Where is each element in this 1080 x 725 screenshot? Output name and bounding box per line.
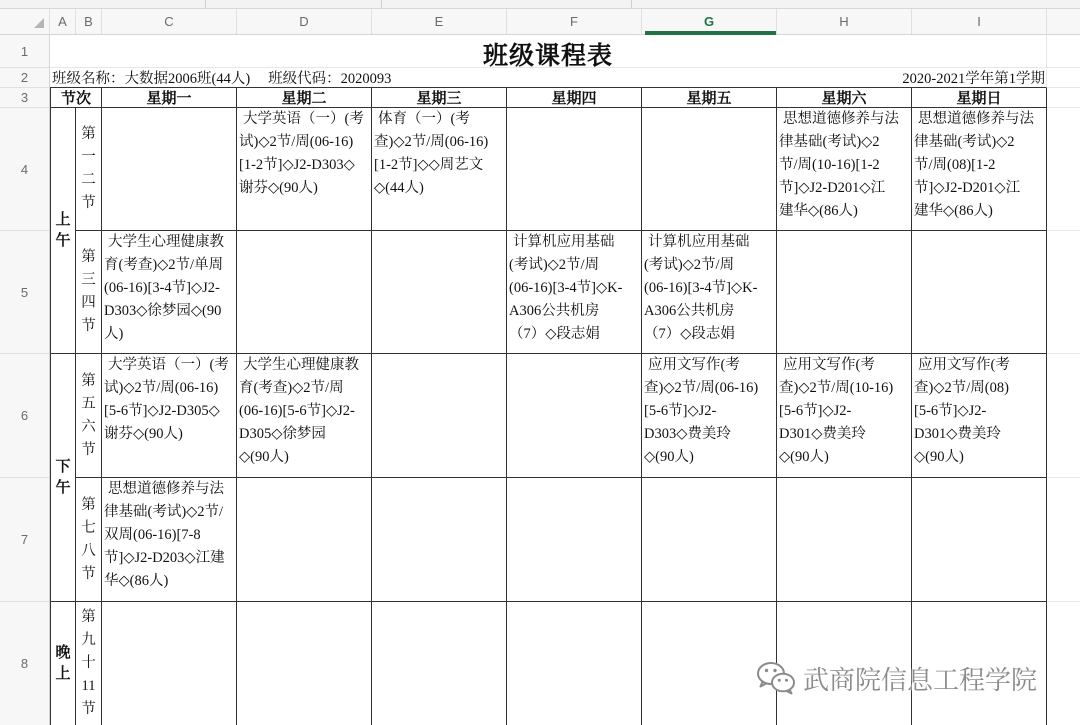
course-entry-line: (06-16)[3-4节]◇K- xyxy=(509,280,623,296)
course-entry-line: 建华◇(86人) xyxy=(779,203,858,219)
day-header-label: 星期一 xyxy=(146,91,192,107)
course-entry xyxy=(912,108,1046,223)
course-entry-line: 节/周(10-16)[1-2 xyxy=(779,157,880,173)
day-header-tue[interactable] xyxy=(237,88,372,108)
course-cell-tue-p2[interactable] xyxy=(237,231,372,354)
course-entry xyxy=(237,108,371,200)
period-label-char: 节 xyxy=(81,441,96,458)
course-entry-line: 人) xyxy=(104,326,124,342)
course-entry-line: 查)◇2节/周(08) xyxy=(914,380,1009,396)
course-cell-tue-p3[interactable] xyxy=(237,354,372,478)
course-entry xyxy=(237,354,371,469)
session-label-char: 午 xyxy=(55,232,71,249)
course-entry-line: ◇(90人) xyxy=(239,449,289,465)
empty-cell[interactable] xyxy=(1047,354,1080,478)
course-entry-line: 律基础(考试)◇2节/ xyxy=(104,504,224,520)
period-label-char: 第 xyxy=(81,372,96,389)
period-label xyxy=(81,494,96,586)
title-cell[interactable] xyxy=(50,35,1047,68)
day-header-label: 星期六 xyxy=(821,91,867,107)
course-cell-thu-p5[interactable] xyxy=(507,602,642,725)
worksheet-grid xyxy=(50,35,1080,725)
course-entry-line: 计算机应用基础 xyxy=(648,234,750,250)
formula-bar-divider xyxy=(631,0,632,8)
empty-cell[interactable] xyxy=(1047,68,1080,88)
period-label-cell[interactable] xyxy=(76,478,102,602)
course-cell-fri-p1[interactable] xyxy=(642,108,777,231)
course-entry-line: D301◇费美玲 xyxy=(779,426,866,442)
empty-cell[interactable] xyxy=(1047,602,1080,725)
course-cell-fri-p4[interactable] xyxy=(642,478,777,602)
course-cell-fri-p2[interactable] xyxy=(642,231,777,354)
course-entry-line: (考试)◇2节/周 xyxy=(644,257,735,273)
course-entry-line: 试)◇2节/周(06-16) xyxy=(104,380,219,396)
empty-cell[interactable] xyxy=(1047,88,1080,108)
column-header-c[interactable]: C xyxy=(102,9,237,34)
course-entry xyxy=(777,108,911,223)
select-all-triangle-icon xyxy=(34,18,44,28)
course-entry-line: 节]◇J2-D203◇江建 xyxy=(104,550,225,566)
course-entry-line: ◇(90人) xyxy=(644,449,694,465)
session-label-char: 午 xyxy=(55,479,71,496)
schedule-title: 班级课程表 xyxy=(482,43,613,68)
course-entry-line: 体育（一）(考 xyxy=(378,111,470,127)
period-header: 节次 xyxy=(60,91,91,107)
column-header-a[interactable]: A xyxy=(50,9,76,34)
course-entry-line: [1-2节]◇◇周艺文 xyxy=(374,157,484,173)
session-label xyxy=(55,457,70,499)
course-entry-line: 建华◇(86人) xyxy=(914,203,993,219)
course-entry-line: 律基础(考试)◇2 xyxy=(914,134,1015,150)
course-entry-line: 试)◇2节/周(06-16) xyxy=(239,134,354,150)
course-entry-line: (06-16)[3-4节]◇J2- xyxy=(104,280,220,296)
course-cell-sun-p4[interactable] xyxy=(912,478,1047,602)
course-cell-mon-p5[interactable] xyxy=(102,602,237,725)
period-header-cell[interactable] xyxy=(50,88,102,108)
course-entry-line: 育(考查)◇2节/单周 xyxy=(104,257,224,273)
course-cell-wed-p2[interactable] xyxy=(372,231,507,354)
course-entry xyxy=(642,354,776,469)
course-entry-line: [5-6节]◇J2-D305◇ xyxy=(104,403,220,419)
row-header-bar xyxy=(0,35,50,725)
column-header-next[interactable] xyxy=(1047,9,1080,34)
column-header-g[interactable]: G xyxy=(642,9,777,34)
course-cell-sat-p3[interactable] xyxy=(777,354,912,478)
course-cell-wed-p3[interactable] xyxy=(372,354,507,478)
row-header-5[interactable]: 5 xyxy=(0,231,49,354)
course-entry-line: 查)◇2节/周(10-16) xyxy=(779,380,894,396)
period-label-char: 六 xyxy=(81,418,96,435)
course-entry-line: A306公共机房 xyxy=(509,303,600,319)
session-cell[interactable] xyxy=(50,354,76,602)
row-header-2[interactable]: 2 xyxy=(0,68,49,88)
course-cell-mon-p1[interactable] xyxy=(102,108,237,231)
course-entry-line: 律基础(考试)◇2 xyxy=(779,134,880,150)
course-entry-line: （7）◇段志娟 xyxy=(644,326,735,342)
session-cell[interactable] xyxy=(50,108,76,354)
course-entry-line: [5-6节]◇J2- xyxy=(779,403,852,419)
course-entry-line: (06-16)[5-6节]◇J2- xyxy=(239,403,355,419)
period-label-char: 八 xyxy=(81,542,96,559)
course-entry-line: 双周(06-16)[7-8 xyxy=(104,527,201,543)
course-entry-line: 大学英语（一）(考 xyxy=(243,111,364,127)
course-cell-tue-p4[interactable] xyxy=(237,478,372,602)
formula-bar-strip xyxy=(0,0,1080,9)
session-label-char: 下 xyxy=(55,458,71,475)
column-header-bar xyxy=(0,9,1080,35)
course-entry-line: 节/周(08)[1-2 xyxy=(914,157,996,173)
day-header-sun[interactable] xyxy=(912,88,1047,108)
day-header-label: 星期五 xyxy=(686,91,732,107)
course-entry-line: 思想道德修养与法 xyxy=(108,481,224,497)
row-header-8[interactable]: 8 xyxy=(20,656,29,671)
period-label-char: 四 xyxy=(81,295,96,311)
course-entry-line: ◇(44人) xyxy=(374,180,424,196)
course-cell-mon-p2[interactable] xyxy=(102,231,237,354)
watermark-text: 武商院信息工程学院 xyxy=(803,665,1038,696)
column-header-f[interactable]: F xyxy=(507,9,642,34)
session-label-char: 上 xyxy=(55,665,71,682)
course-cell-thu-p3[interactable] xyxy=(507,354,642,478)
row-header-7[interactable]: 7 xyxy=(0,478,49,602)
course-entry-line: [5-6节]◇J2- xyxy=(914,403,987,419)
period-label xyxy=(81,606,96,721)
course-entry-line: D303◇徐梦园◇(90 xyxy=(104,303,222,319)
period-label-char: 第 xyxy=(81,496,96,513)
course-entry-line: 谢芬◇(90人) xyxy=(104,426,183,442)
course-entry-line: 查)◇2节/周(06-16) xyxy=(644,380,759,396)
class-name: 班级名称：大数据2006班(44人) xyxy=(52,71,251,87)
course-entry-line: 华◇(86人) xyxy=(104,573,169,589)
course-entry-line: 大学生心理健康教 xyxy=(243,357,359,373)
course-entry-line: ◇(90人) xyxy=(779,449,829,465)
day-header-label: 星期三 xyxy=(416,91,462,107)
course-entry xyxy=(777,354,911,469)
row-header-4[interactable]: 4 xyxy=(0,108,49,231)
course-entry-line: 节]◇J2-D201◇江 xyxy=(779,180,886,196)
course-entry-line: D303◇费美玲 xyxy=(644,426,731,442)
course-entry-line: （7）◇段志娟 xyxy=(509,326,600,342)
course-cell-sat-p5[interactable] xyxy=(777,602,912,725)
period-label-cell[interactable] xyxy=(76,354,102,478)
course-entry-line: A306公共机房 xyxy=(644,303,735,319)
period-label-char: 第 xyxy=(81,609,96,625)
period-label-char: 节 xyxy=(81,701,96,717)
period-label-char: 五 xyxy=(81,395,96,412)
course-entry-line: 育(考查)◇2节/周 xyxy=(239,380,344,396)
course-entry-line: 应用文写作(考 xyxy=(648,357,740,373)
course-entry xyxy=(642,231,776,346)
course-entry-line: 应用文写作(考 xyxy=(783,357,875,373)
class-info-cell[interactable] xyxy=(50,68,1047,88)
term-label: 2020-2021学年第1学期 xyxy=(902,71,1045,87)
class-info xyxy=(52,68,391,88)
formula-bar-divider xyxy=(205,0,206,8)
period-label-cell[interactable] xyxy=(76,602,102,725)
period-label-char: 九 xyxy=(81,632,96,648)
session-label xyxy=(55,643,70,685)
course-cell-sat-p2[interactable] xyxy=(777,231,912,354)
course-cell-thu-p4[interactable] xyxy=(507,478,642,602)
course-cell-mon-p4[interactable] xyxy=(102,478,237,602)
session-label xyxy=(55,210,70,252)
column-header-e[interactable]: E xyxy=(372,9,507,34)
course-cell-mon-p3[interactable] xyxy=(102,354,237,478)
course-entry-line: D305◇徐梦园 xyxy=(239,426,326,442)
period-label xyxy=(81,370,96,462)
select-all-button[interactable] xyxy=(0,9,50,34)
empty-cell[interactable] xyxy=(1047,35,1080,68)
course-entry xyxy=(912,354,1046,469)
period-label-char: 十 xyxy=(81,655,96,671)
session-label-char: 晚 xyxy=(55,644,71,661)
day-header-label: 星期二 xyxy=(281,91,327,107)
column-header-i[interactable]: I xyxy=(912,9,1047,34)
column-header-d[interactable]: D xyxy=(237,9,372,34)
period-label-char: 一 xyxy=(81,149,96,165)
course-cell-sun-p2[interactable] xyxy=(912,231,1047,354)
course-entry-line: 应用文写作(考 xyxy=(918,357,1010,373)
course-cell-sun-p3[interactable] xyxy=(912,354,1047,478)
period-label-char: 七 xyxy=(81,519,96,536)
course-entry-line: 谢芬◇(90人) xyxy=(239,180,318,196)
day-header-mon[interactable] xyxy=(102,88,237,108)
period-label-char: 二 xyxy=(81,172,96,188)
course-entry xyxy=(102,354,236,446)
course-entry xyxy=(507,231,641,346)
class-code: 班级代码：2020093 xyxy=(268,71,392,87)
empty-cell[interactable] xyxy=(1047,231,1080,354)
course-entry xyxy=(102,478,236,593)
course-cell-wed-p1[interactable] xyxy=(372,108,507,231)
course-cell-wed-p4[interactable] xyxy=(372,478,507,602)
course-entry xyxy=(102,231,236,346)
period-label-char: 节 xyxy=(81,565,96,582)
course-entry-line: 计算机应用基础 xyxy=(513,234,615,250)
session-label-char: 上 xyxy=(55,211,71,228)
column-header-h[interactable]: H xyxy=(777,9,912,34)
day-header-sat[interactable] xyxy=(777,88,912,108)
period-label-char: 节 xyxy=(81,318,96,334)
period-label-char: 三 xyxy=(81,272,96,288)
course-cell-thu-p2[interactable] xyxy=(507,231,642,354)
course-cell-sat-p1[interactable] xyxy=(777,108,912,231)
course-entry-line: 查)◇2节/周(06-16) xyxy=(374,134,489,150)
period-label-cell[interactable] xyxy=(76,231,102,354)
course-entry-line: 大学英语（一）(考 xyxy=(108,357,229,373)
row-header-6[interactable]: 6 xyxy=(0,354,49,478)
period-label xyxy=(81,246,96,338)
course-entry-line: D301◇费美玲 xyxy=(914,426,1001,442)
day-header-thu[interactable] xyxy=(507,88,642,108)
course-entry-line: 思想道德修养与法 xyxy=(783,111,899,127)
day-header-label: 星期日 xyxy=(956,91,1002,107)
course-cell-sun-p1[interactable] xyxy=(912,108,1047,231)
period-label-char: 第 xyxy=(81,249,96,265)
period-label-char: 节 xyxy=(81,195,96,211)
course-entry-line: [5-6节]◇J2- xyxy=(644,403,717,419)
course-cell-sun-p5[interactable] xyxy=(912,602,1047,725)
course-entry-line: 思想道德修养与法 xyxy=(918,111,1034,127)
course-entry-line: 大学生心理健康教 xyxy=(108,234,224,250)
empty-cell[interactable] xyxy=(1047,108,1080,231)
course-cell-tue-p5[interactable] xyxy=(237,602,372,725)
period-label-char: 第 xyxy=(81,126,96,142)
course-entry xyxy=(372,108,506,200)
course-entry-line: ◇(90人) xyxy=(914,449,964,465)
row-header-3[interactable]: 3 xyxy=(0,88,49,108)
course-entry-line: (06-16)[3-4节]◇K- xyxy=(644,280,758,296)
course-cell-thu-p1[interactable] xyxy=(507,108,642,231)
course-entry-line: 节]◇J2-D201◇江 xyxy=(914,180,1021,196)
empty-cell[interactable] xyxy=(1047,478,1080,602)
course-cell-tue-p1[interactable] xyxy=(237,108,372,231)
period-label-cell[interactable] xyxy=(76,108,102,231)
session-cell[interactable] xyxy=(50,602,76,725)
period-label-char: 11 xyxy=(81,678,96,694)
period-label xyxy=(81,123,96,215)
course-cell-fri-p3[interactable] xyxy=(642,354,777,478)
column-header-b[interactable]: B xyxy=(76,9,102,34)
row-header-1[interactable]: 1 xyxy=(0,35,49,68)
day-header-fri[interactable] xyxy=(642,88,777,108)
day-header-label: 星期四 xyxy=(551,91,597,107)
formula-bar-divider xyxy=(381,0,382,8)
course-cell-wed-p5[interactable] xyxy=(372,602,507,725)
course-cell-sat-p4[interactable] xyxy=(777,478,912,602)
course-entry-line: [1-2节]◇J2-D303◇ xyxy=(239,157,355,173)
course-entry-line: (考试)◇2节/周 xyxy=(509,257,600,273)
course-cell-fri-p5[interactable] xyxy=(642,602,777,725)
day-header-wed[interactable] xyxy=(372,88,507,108)
